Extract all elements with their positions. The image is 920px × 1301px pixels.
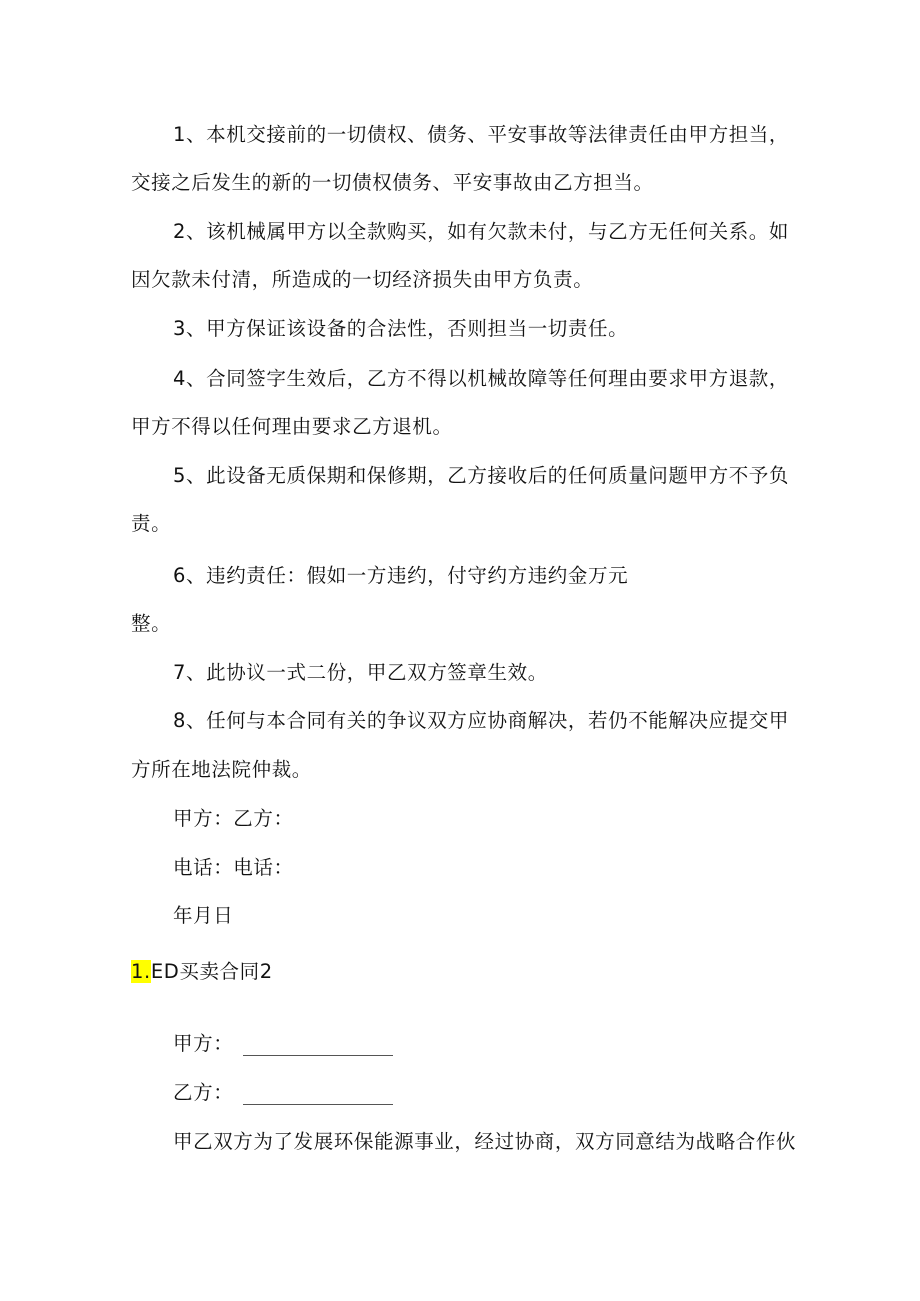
party-a-field	[173, 1032, 393, 1056]
clause-line: 方所在地法院仲裁。	[131, 758, 312, 781]
clause-line: 3、甲方保证该设备的合法性，否则担当一切责任。	[173, 317, 629, 340]
clause-line: 因欠款未付清，所造成的一切经济损失由甲方负责。	[131, 268, 594, 291]
heading-number: 1.	[131, 960, 151, 983]
section-heading	[131, 960, 273, 984]
signature-phones: 电话：电话：	[173, 856, 294, 879]
party-a-label: 甲方：	[173, 1032, 234, 1055]
clause-line: 5、此设备无质保期和保修期，乙方接收后的任何质量问题甲方不予负	[173, 464, 790, 487]
signature-date: 年月日	[173, 904, 234, 927]
clause-line: 2、该机械属甲方以全款购买，如有欠款未付，与乙方无任何关系。如	[173, 220, 790, 243]
signature-parties: 甲方：乙方：	[173, 807, 294, 830]
clause-line: 6、违约责任：假如一方违约，付守约方违约金万元	[173, 564, 629, 587]
clause-line: 7、此协议一式二份，甲乙双方签章生效。	[173, 661, 548, 684]
clause-line: 整。	[131, 612, 172, 635]
clause-line: 责。	[131, 512, 172, 535]
party-a-blank[interactable]	[243, 1037, 393, 1056]
party-b-field	[173, 1081, 393, 1105]
clause-line: 甲方不得以任何理由要求乙方退机。	[131, 415, 453, 438]
heading-title: ED买卖合同2	[150, 960, 273, 983]
party-b-blank[interactable]	[243, 1086, 393, 1105]
clause-line: 8、任何与本合同有关的争议双方应协商解决，若仍不能解决应提交甲	[173, 709, 790, 732]
clause-line: 1、本机交接前的一切债权、债务、平安事故等法律责任由甲方担当，	[173, 123, 790, 146]
clause-line: 4、合同签字生效后，乙方不得以机械故障等任何理由要求甲方退款，	[173, 367, 790, 390]
clause-line: 交接之后发生的新的一切债权债务、平安事故由乙方担当。	[131, 171, 654, 194]
intro-paragraph: 甲乙双方为了发展环保能源事业，经过协商，双方同意结为战略合作伙	[173, 1130, 797, 1153]
party-b-label: 乙方：	[173, 1081, 234, 1104]
